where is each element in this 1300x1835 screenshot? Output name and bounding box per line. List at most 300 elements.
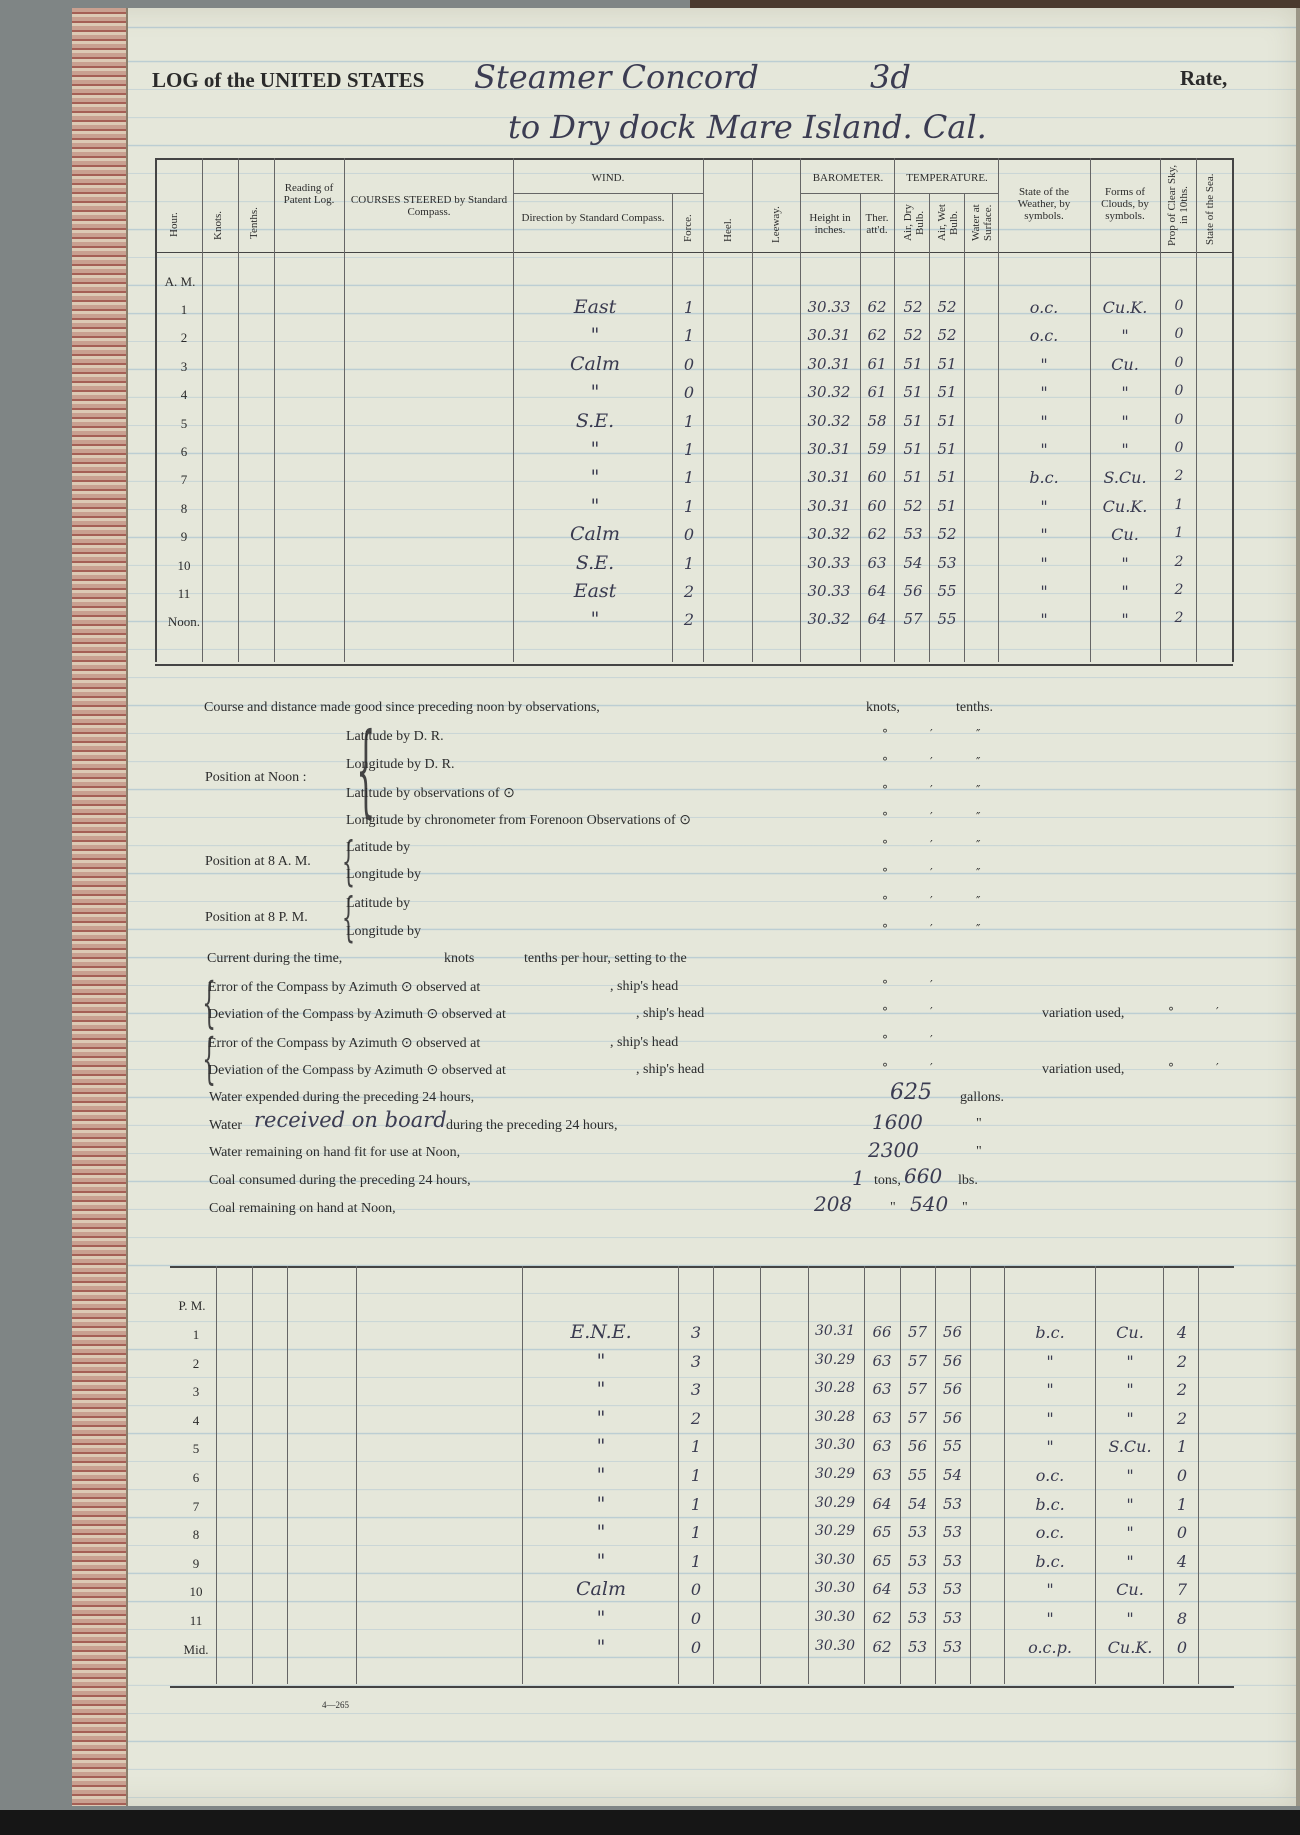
ditto-mark: " — [962, 1200, 968, 1215]
weather-cell: " — [1046, 1580, 1054, 1600]
pm-label: P. M. — [178, 1298, 206, 1313]
barometer-ther-cell: 61 — [867, 354, 887, 373]
air-wet-cell: 52 — [937, 525, 957, 544]
hour-cell: 11 — [189, 1613, 203, 1628]
current-label: Current during the time, — [207, 951, 343, 966]
clear-sky-cell: 1 — [1174, 496, 1184, 513]
gallons-label: gallons. — [960, 1090, 1004, 1105]
hour-cell: 6 — [180, 444, 188, 459]
hour-cell: 3 — [180, 358, 188, 374]
wind-direction-cell: East — [573, 296, 617, 318]
brace-compass-2: { — [202, 1027, 217, 1090]
form-number: 4—265 — [322, 1700, 349, 1710]
weather-cell: b.c. — [1035, 1494, 1065, 1514]
tons-label: tons, — [874, 1173, 901, 1188]
clouds-cell: " — [1126, 1351, 1134, 1371]
lon-8am-label: Longitude by — [346, 867, 422, 882]
coal-consumed-label: Coal consumed during the preceding 24 hours, — [209, 1173, 471, 1188]
air-dry-cell: 57 — [907, 1323, 928, 1341]
page-edge — [1296, 8, 1300, 1806]
min-mark: ′ — [930, 810, 933, 824]
deg-mark: ° — [882, 1005, 888, 1019]
wind-force-cell: 0 — [683, 354, 695, 374]
air-dry-cell: 53 — [907, 1580, 928, 1599]
clouds-cell: " — [1121, 553, 1129, 573]
wind-direction-cell: " — [596, 1549, 606, 1572]
clouds-cell: " — [1121, 411, 1129, 431]
barometer-height-cell: 30.31 — [807, 326, 851, 345]
weather-cell: " — [1040, 496, 1048, 516]
wind-force-cell: 1 — [683, 326, 695, 346]
air-wet-cell: 52 — [937, 326, 957, 345]
min-mark: ′ — [930, 838, 933, 852]
current-tenths-label: tenths per hour, setting to the — [524, 951, 687, 966]
clouds-cell: " — [1121, 326, 1129, 346]
air-dry-cell: 57 — [907, 1380, 928, 1399]
lat-obs-label: Latitude by observations of ⊙ — [346, 786, 515, 801]
wind-direction-cell: " — [596, 1464, 606, 1486]
error-compass-2: Error of the Compass by Azimuth ⊙ observed at — [208, 1036, 481, 1051]
clear-sky-cell: 0 — [1174, 440, 1184, 456]
course-distance-label: Course and distance made good since preceding noon by observations, — [204, 700, 600, 715]
wind-direction-cell: S.E. — [575, 409, 615, 432]
position-8am-label: Position at 8 A. M. — [205, 854, 311, 869]
barometer-ther-cell: 64 — [872, 1580, 892, 1599]
clouds-cell: " — [1126, 1523, 1134, 1543]
wind-force-cell: 0 — [683, 525, 695, 545]
barometer-height-cell: 30.33 — [807, 553, 851, 572]
air-dry-cell: 55 — [907, 1466, 928, 1484]
clear-sky-cell: 0 — [1176, 1466, 1188, 1485]
hour-cell: 10 — [177, 557, 191, 573]
wind-force-cell: 1 — [683, 553, 695, 573]
sec-mark: ″ — [976, 866, 981, 880]
sec-mark: ″ — [976, 894, 981, 908]
position-8pm-label: Position at 8 P. M. — [205, 910, 308, 925]
barometer-height-cell: 30.31 — [807, 440, 851, 458]
deg-mark: ° — [882, 866, 888, 880]
barometer-ther-cell: 63 — [872, 1466, 892, 1484]
air-wet-cell: 51 — [937, 383, 957, 402]
min-mark: ′ — [930, 783, 933, 797]
hour-cell: 8 — [192, 1527, 200, 1543]
deg-mark: ° — [882, 922, 888, 936]
barometer-height-cell: 30.33 — [807, 582, 851, 600]
air-wet-cell: 51 — [937, 411, 957, 430]
barometer-height-cell: 30.29 — [814, 1466, 856, 1482]
col-force: Force. — [682, 214, 694, 242]
barometer-height-cell: 30.32 — [807, 383, 851, 402]
clouds-cell: " — [1121, 582, 1129, 601]
barometer-ther-cell: 62 — [872, 1609, 892, 1627]
col-courses: COURSES STEERED by Standard Compass. — [350, 194, 508, 218]
air-dry-cell: 51 — [903, 440, 923, 458]
clear-sky-cell: 2 — [1174, 610, 1184, 627]
col-leeway: Leeway. — [770, 206, 782, 244]
lat-8pm-label: Latitude by — [346, 896, 411, 911]
wind-direction-cell: " — [590, 438, 600, 460]
water-received-label: Water — [209, 1118, 243, 1133]
weather-cell: " — [1040, 440, 1048, 459]
wind-force-cell: 0 — [690, 1580, 702, 1600]
wind-force-cell: 0 — [690, 1637, 702, 1657]
hour-cell: 2 — [180, 330, 188, 346]
clear-sky-cell: 8 — [1176, 1609, 1188, 1628]
weather-cell: o.c. — [1029, 298, 1059, 317]
ships-head-1: , ship's head — [610, 979, 679, 994]
air-wet-cell: 56 — [942, 1323, 963, 1341]
lbs-label: lbs. — [958, 1173, 978, 1188]
wind-force-cell: 3 — [690, 1351, 702, 1371]
air-dry-cell: 56 — [903, 582, 923, 600]
variation-used-2: variation used, — [1042, 1062, 1125, 1077]
barometer-ther-cell: 62 — [867, 525, 887, 544]
wind-direction-cell: " — [596, 1349, 606, 1372]
min-mark: ′ — [930, 755, 933, 769]
barometer-ther-cell: 59 — [867, 440, 887, 458]
col-sea: State of the Sea. — [1204, 173, 1216, 245]
wind-force-cell: 1 — [683, 496, 695, 516]
barometer-height-cell: 30.30 — [814, 1637, 856, 1654]
coal-consumed-tons: 1 — [852, 1166, 865, 1190]
weather-cell: o.c.p. — [1028, 1637, 1072, 1657]
clear-sky-cell: 0 — [1174, 326, 1184, 343]
air-wet-cell: 55 — [937, 610, 957, 629]
deg-mark: ° — [882, 838, 888, 852]
clouds-cell: " — [1126, 1408, 1134, 1428]
air-wet-cell: 53 — [937, 553, 957, 572]
weather-cell: " — [1040, 383, 1048, 403]
weather-cell: " — [1040, 411, 1048, 431]
col-wind: WIND. — [591, 172, 625, 184]
barometer-height-cell: 30.29 — [814, 1494, 856, 1511]
air-wet-cell: 54 — [942, 1466, 963, 1484]
ditto-mark: " — [890, 1200, 896, 1215]
wind-direction-cell: East — [573, 580, 617, 602]
error-compass-1: Error of the Compass by Azimuth ⊙ observed at — [208, 980, 481, 995]
position-noon-label: Position at Noon : — [205, 770, 307, 785]
weather-cell: " — [1046, 1351, 1054, 1371]
col-clear-sky: Prop of Clear Sky, in 10ths. — [1166, 164, 1190, 246]
water-remaining-value: 2300 — [868, 1138, 919, 1162]
air-dry-cell: 53 — [907, 1523, 928, 1542]
wind-direction-cell: " — [590, 466, 600, 489]
deviation-compass-1: Deviation of the Compass by Azimuth ⊙ observed at — [208, 1007, 506, 1022]
ditto-mark: " — [976, 1116, 982, 1131]
clear-sky-cell: 1 — [1176, 1437, 1188, 1457]
clear-sky-cell: 4 — [1176, 1551, 1188, 1571]
wind-force-cell: 2 — [690, 1408, 702, 1428]
hour-cell: Noon. — [167, 614, 201, 630]
sec-mark: ″ — [976, 783, 981, 797]
min-mark: ′ — [930, 922, 933, 936]
water-received-value: 1600 — [872, 1110, 923, 1134]
col-wind-direction: Direction by Standard Compass. — [521, 212, 665, 224]
barometer-height-cell: 30.30 — [814, 1551, 856, 1568]
ditto-mark: " — [976, 1144, 982, 1159]
hour-cell: 10 — [189, 1584, 203, 1600]
clear-sky-cell: 1 — [1176, 1494, 1188, 1514]
barometer-ther-cell: 62 — [872, 1637, 892, 1656]
wind-force-cell: 1 — [690, 1523, 702, 1543]
min-mark: ′ — [930, 1033, 933, 1047]
rate-value: 3d — [870, 58, 911, 96]
wind-force-cell: 1 — [690, 1494, 702, 1514]
knots-label: knots, — [866, 700, 900, 715]
lon-8pm-label: Longitude by — [346, 924, 422, 939]
air-dry-cell: 52 — [903, 496, 923, 515]
air-dry-cell: 53 — [907, 1551, 928, 1570]
barometer-ther-cell: 64 — [872, 1494, 892, 1513]
wind-direction-cell: " — [590, 494, 600, 517]
deg-mark: ° — [1168, 1061, 1174, 1075]
min-mark: ′ — [1216, 1005, 1219, 1019]
air-dry-cell: 53 — [903, 525, 923, 544]
air-dry-cell: 51 — [903, 354, 923, 373]
sec-mark: ″ — [976, 838, 981, 852]
hour-cell: 4 — [192, 1412, 200, 1428]
air-wet-cell: 53 — [942, 1551, 963, 1570]
wind-force-cell: 3 — [690, 1323, 702, 1342]
barometer-ther-cell: 62 — [867, 326, 887, 345]
clear-sky-cell: 4 — [1176, 1323, 1188, 1342]
hour-cell: 6 — [192, 1470, 200, 1485]
col-air-dry: Air, Dry Bulb. — [902, 204, 926, 242]
barometer-ther-cell: 63 — [867, 553, 887, 572]
min-mark: ′ — [930, 866, 933, 880]
barometer-ther-cell: 58 — [867, 411, 887, 430]
sec-mark: ″ — [976, 727, 981, 741]
barometer-ther-cell: 64 — [867, 610, 887, 629]
barometer-ther-cell: 63 — [872, 1408, 892, 1427]
wind-direction-cell: " — [596, 1378, 606, 1401]
wind-direction-cell: E.N.E. — [570, 1321, 632, 1343]
barometer-height-cell: 30.30 — [814, 1580, 856, 1597]
deg-mark: ° — [882, 978, 888, 992]
air-dry-cell: 57 — [907, 1408, 928, 1427]
barometer-height-cell: 30.31 — [814, 1323, 856, 1339]
clouds-cell: " — [1126, 1466, 1134, 1485]
tenths-label: tenths. — [956, 700, 993, 715]
clouds-cell: " — [1121, 610, 1129, 630]
hour-cell: 1 — [180, 302, 188, 317]
brace-noon: { — [356, 711, 376, 828]
air-wet-cell: 53 — [942, 1609, 963, 1627]
deg-mark: ° — [1168, 1005, 1174, 1019]
wind-direction-cell: " — [596, 1492, 606, 1515]
clouds-cell: " — [1126, 1609, 1134, 1628]
clouds-cell: " — [1121, 383, 1129, 403]
deg-mark: ° — [882, 1061, 888, 1075]
barometer-height-cell: 30.30 — [814, 1609, 856, 1625]
weather-cell: o.c. — [1035, 1523, 1065, 1543]
col-water-surface: Water at Surface. — [970, 204, 994, 242]
barometer-height-cell: 30.32 — [807, 610, 851, 629]
brace-compass-1: { — [202, 971, 217, 1034]
lat-8am-label: Latitude by — [346, 840, 411, 855]
rate-label: Rate, — [1180, 66, 1228, 90]
barometer-ther-cell: 65 — [872, 1551, 892, 1570]
background-strip — [0, 1810, 1300, 1835]
air-wet-cell: 53 — [942, 1494, 963, 1513]
hour-cell: 5 — [180, 415, 188, 431]
col-patent-log: Reading of Patent Log. — [283, 182, 335, 206]
lon-dr-label: Longitude by D. R. — [346, 757, 455, 772]
deg-mark: ° — [882, 755, 888, 769]
air-wet-cell: 55 — [937, 582, 957, 600]
wind-direction-cell: S.E. — [575, 551, 615, 574]
log-title: LOG of the UNITED STATES — [152, 68, 425, 92]
air-dry-cell: 51 — [903, 468, 923, 487]
barometer-ther-cell: 62 — [867, 298, 887, 316]
wind-direction-cell: " — [596, 1607, 606, 1629]
air-wet-cell: 53 — [942, 1580, 963, 1599]
weather-cell: " — [1040, 582, 1048, 601]
clouds-cell: S.Cu. — [1108, 1437, 1152, 1457]
hour-cell: 9 — [192, 1555, 200, 1571]
clear-sky-cell: 0 — [1176, 1523, 1188, 1543]
air-dry-cell: 57 — [907, 1351, 928, 1370]
barometer-ther-cell: 65 — [872, 1523, 892, 1542]
hour-cell: 8 — [180, 500, 188, 516]
wind-direction-cell: " — [590, 324, 600, 347]
lat-dr-label: Latitude by D. R. — [346, 729, 444, 744]
coal-remaining-label: Coal remaining on hand at Noon, — [209, 1201, 396, 1216]
air-dry-cell: 52 — [903, 326, 923, 345]
water-expended-label: Water expended during the preceding 24 hours, — [209, 1090, 475, 1105]
hour-cell: 1 — [192, 1327, 200, 1342]
min-mark: ′ — [930, 1061, 933, 1075]
clouds-cell: " — [1126, 1551, 1134, 1571]
air-wet-cell: 51 — [937, 440, 957, 458]
wind-force-cell: 1 — [683, 440, 695, 459]
barometer-ther-cell: 63 — [872, 1380, 892, 1399]
clear-sky-cell: 0 — [1174, 411, 1184, 428]
clear-sky-cell: 1 — [1174, 525, 1184, 542]
barometer-ther-cell: 60 — [867, 468, 887, 487]
am-label: A. M. — [164, 274, 196, 289]
wind-force-cell: 1 — [690, 1437, 702, 1457]
wind-direction-cell: " — [596, 1406, 606, 1429]
barometer-height-cell: 30.31 — [807, 354, 851, 373]
wind-force-cell: 1 — [683, 468, 695, 488]
barometer-height-cell: 30.33 — [807, 298, 851, 316]
clouds-cell: Cu. — [1111, 354, 1139, 374]
clouds-cell: Cu. — [1116, 1580, 1144, 1600]
col-knots: Knots. — [212, 210, 224, 240]
weather-cell: b.c. — [1035, 1551, 1065, 1571]
air-dry-cell: 52 — [903, 298, 923, 316]
water-expended-value: 625 — [890, 1080, 932, 1105]
air-dry-cell: 57 — [903, 610, 923, 629]
deg-mark: ° — [882, 783, 888, 797]
clear-sky-cell: 2 — [1174, 553, 1184, 570]
air-dry-cell: 56 — [907, 1437, 928, 1456]
clouds-cell: " — [1126, 1494, 1134, 1514]
clear-sky-cell: 2 — [1174, 582, 1184, 598]
wind-force-cell: 1 — [683, 411, 695, 431]
min-mark: ′ — [1216, 1061, 1219, 1075]
air-wet-cell: 55 — [942, 1437, 963, 1456]
barometer-ther-cell: 63 — [872, 1437, 892, 1456]
wind-force-cell: 0 — [690, 1609, 702, 1628]
barometer-height-cell: 30.31 — [807, 496, 851, 515]
weather-cell: " — [1040, 525, 1048, 545]
wind-force-cell: 3 — [690, 1380, 702, 1400]
deg-mark: ° — [882, 810, 888, 824]
clear-sky-cell: 0 — [1174, 383, 1184, 400]
ships-head-3: , ship's head — [610, 1035, 679, 1050]
weather-cell: " — [1046, 1609, 1054, 1628]
book-binding — [72, 8, 128, 1806]
weather-cell: o.c. — [1035, 1466, 1065, 1485]
barometer-height-cell: 30.32 — [807, 525, 851, 544]
brace-8am: { — [341, 832, 356, 892]
coal-remaining-lbs: 540 — [910, 1192, 949, 1216]
current-knots-label: knots — [444, 951, 475, 966]
weather-cell: " — [1046, 1408, 1054, 1428]
col-clouds: Forms of Clouds, by symbols. — [1101, 186, 1149, 222]
weather-cell: b.c. — [1035, 1323, 1065, 1342]
clear-sky-cell: 0 — [1176, 1637, 1188, 1657]
barometer-ther-cell: 66 — [872, 1323, 892, 1341]
brace-8pm: { — [341, 888, 356, 948]
hour-cell: 7 — [192, 1498, 200, 1514]
water-received-handwritten: received on board — [254, 1108, 447, 1132]
sec-mark: ″ — [976, 922, 981, 936]
col-heel: Heel. — [722, 218, 734, 242]
col-baro-height: Height in inches. — [809, 212, 851, 236]
col-temperature: TEMPERATURE. — [906, 172, 988, 184]
wind-direction-cell: Calm — [570, 352, 620, 375]
clouds-cell: Cu.K. — [1102, 298, 1148, 317]
hour-cell: 7 — [180, 472, 188, 488]
clear-sky-cell: 0 — [1174, 298, 1184, 314]
hour-cell: 4 — [180, 387, 188, 403]
clouds-cell: S.Cu. — [1103, 468, 1147, 488]
deg-mark: ° — [882, 894, 888, 908]
clouds-cell: " — [1121, 440, 1129, 459]
air-wet-cell: 53 — [942, 1637, 963, 1656]
wind-direction-cell: " — [596, 1435, 606, 1458]
clear-sky-cell: 2 — [1174, 468, 1184, 485]
min-mark: ′ — [930, 978, 933, 992]
wind-direction-cell: " — [590, 381, 600, 404]
coal-remaining-tons: 208 — [814, 1192, 853, 1216]
air-dry-cell: 51 — [903, 411, 923, 430]
deg-mark: ° — [882, 727, 888, 741]
wind-force-cell: 0 — [683, 383, 695, 403]
col-baro-ther: Ther. att'd. — [865, 212, 889, 236]
air-wet-cell: 56 — [942, 1351, 963, 1370]
wind-force-cell: 1 — [690, 1466, 702, 1485]
clouds-cell: " — [1126, 1380, 1134, 1400]
barometer-ther-cell: 63 — [872, 1351, 892, 1370]
deg-mark: ° — [882, 1033, 888, 1047]
variation-used-1: variation used, — [1042, 1006, 1125, 1021]
weather-cell: " — [1040, 610, 1048, 630]
clear-sky-cell: 2 — [1176, 1351, 1188, 1371]
ships-head-4: , ship's head — [636, 1062, 705, 1077]
coal-consumed-lbs: 660 — [904, 1164, 943, 1188]
clear-sky-cell: 2 — [1176, 1380, 1188, 1400]
air-dry-cell: 54 — [903, 553, 923, 572]
vessel-name: Steamer Concord — [474, 58, 759, 96]
clouds-cell: Cu.K. — [1107, 1637, 1153, 1657]
hour-cell: 11 — [177, 586, 191, 601]
deviation-compass-2: Deviation of the Compass by Azimuth ⊙ observed at — [208, 1063, 506, 1078]
barometer-height-cell: 30.29 — [814, 1351, 856, 1368]
